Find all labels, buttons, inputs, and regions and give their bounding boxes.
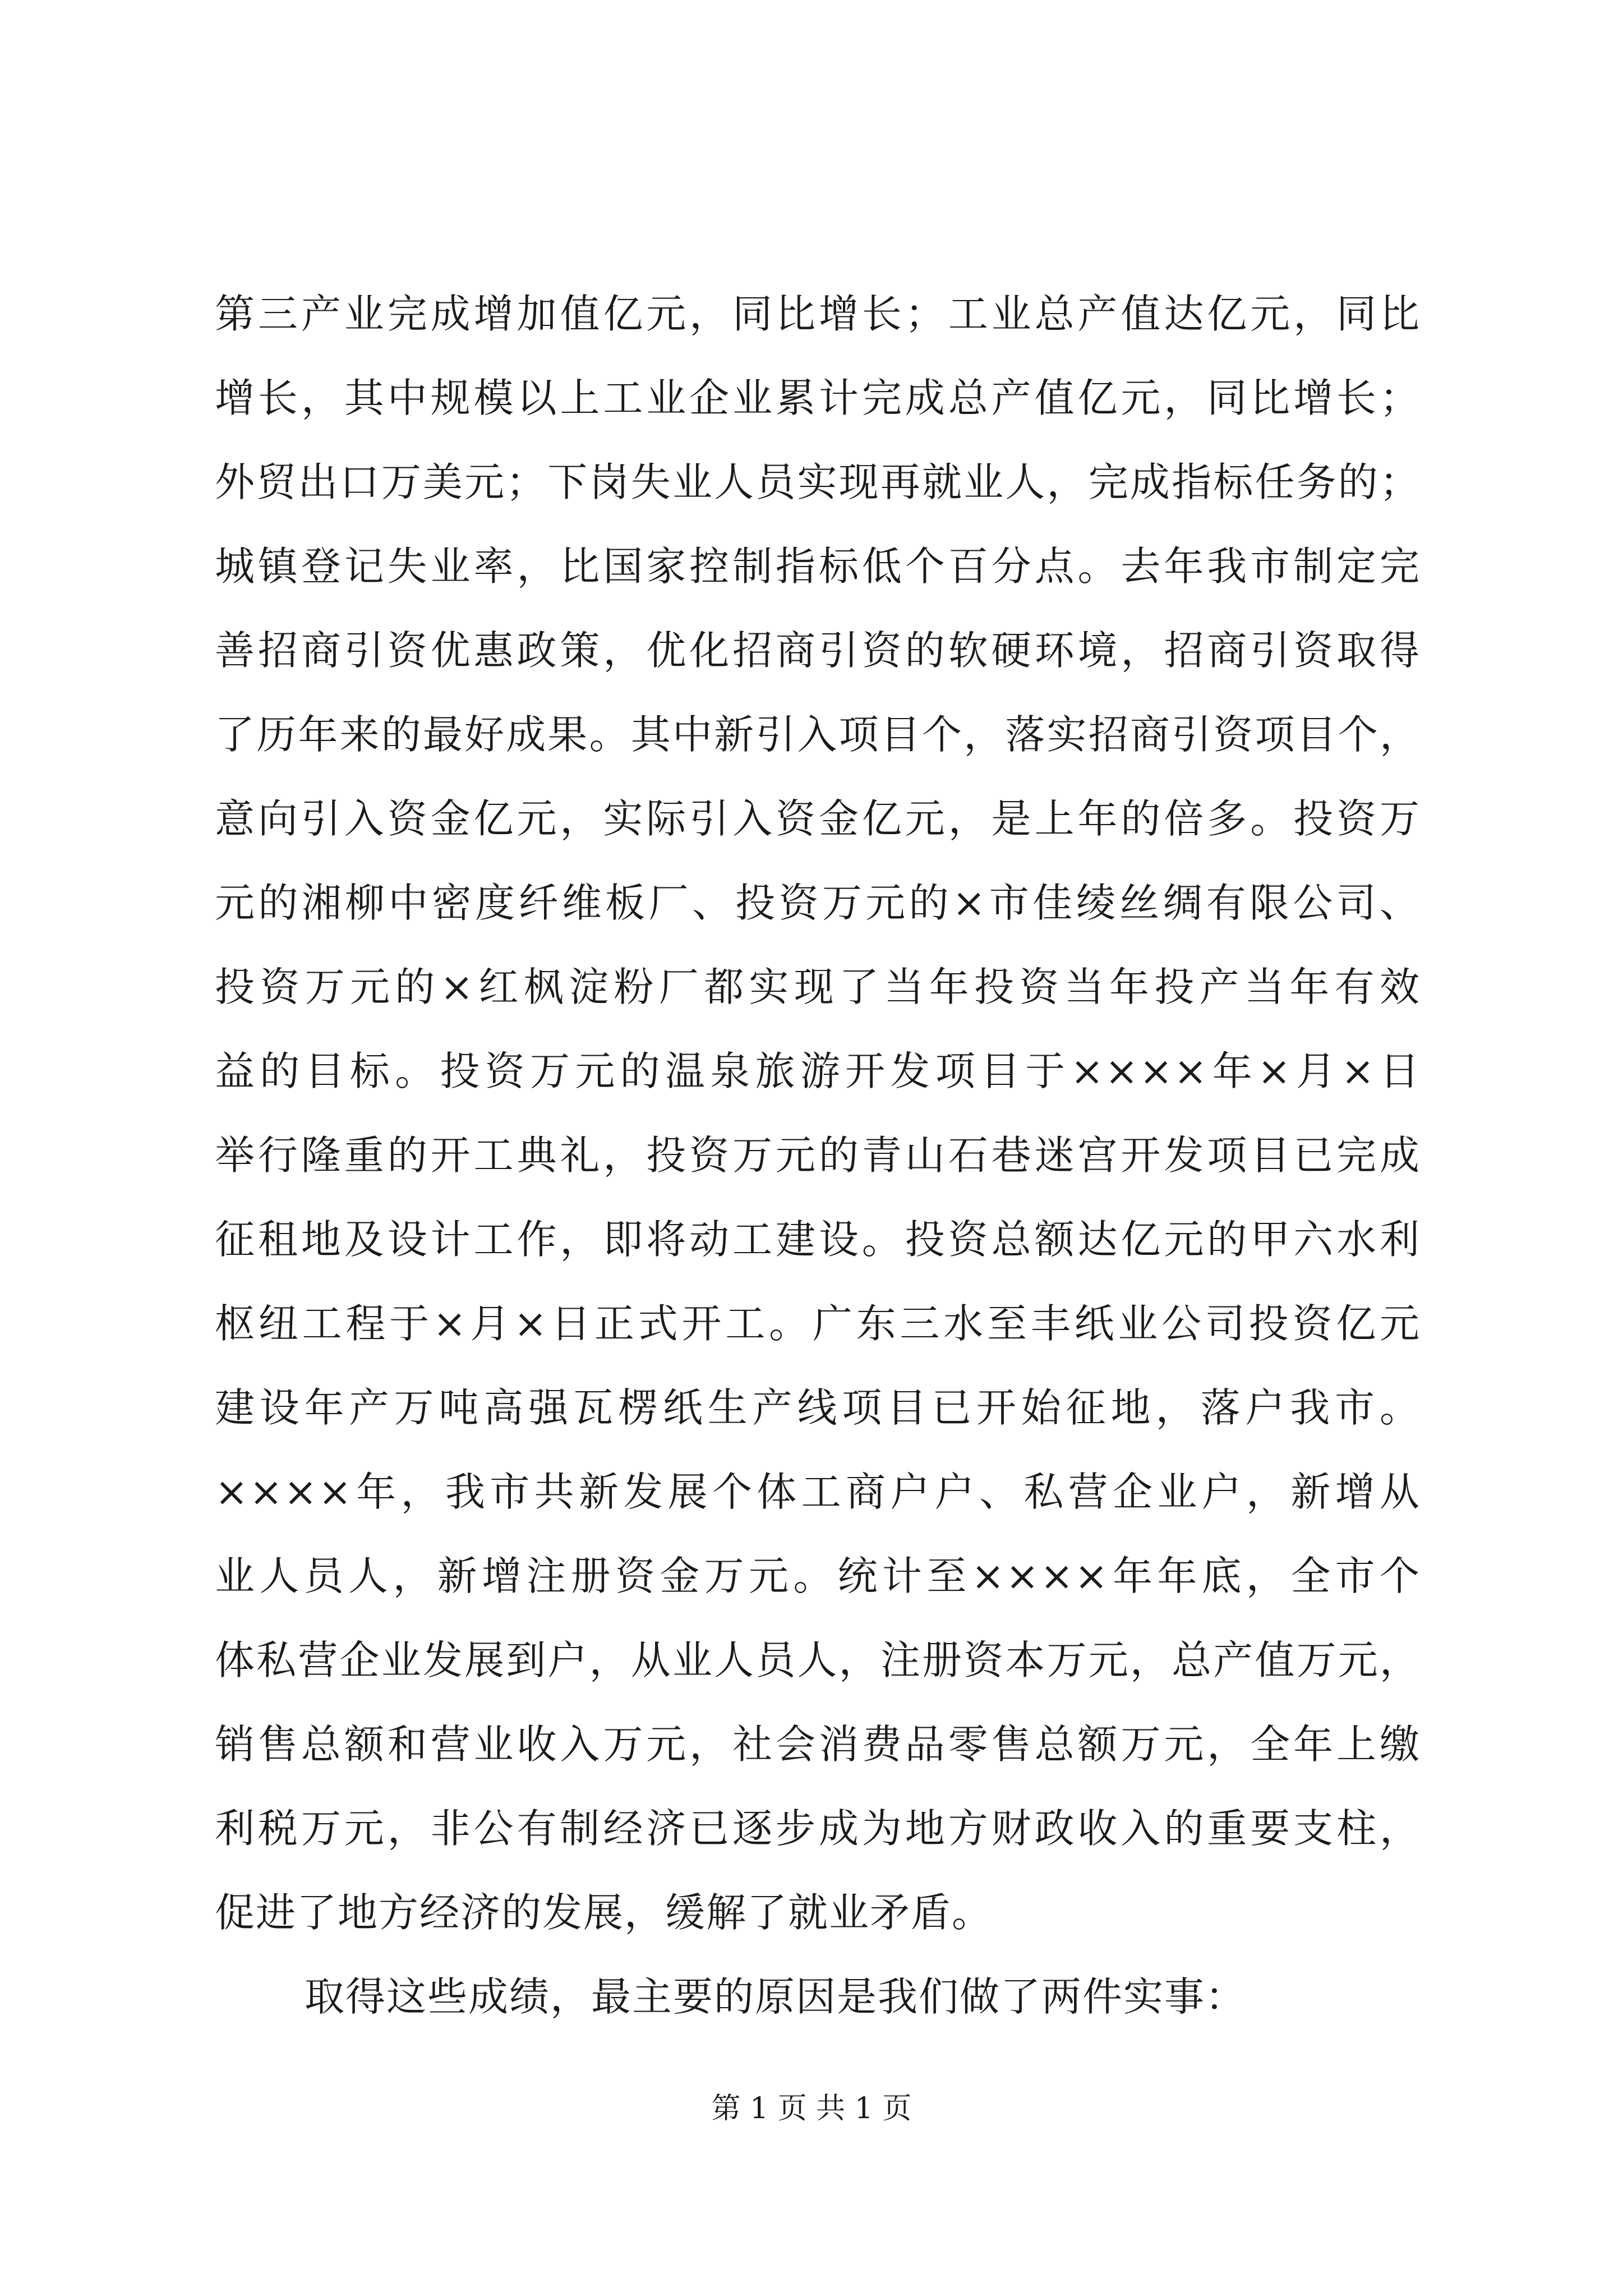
text-line: 建设年产万吨高强瓦楞纸生产线项目已开始征地，落户我市。 <box>215 1384 1421 1431</box>
text-line: 城镇登记失业率，比国家控制指标低个百分点。去年我市制定完 <box>215 543 1421 590</box>
text-line: 第三产业完成增加值亿元，同比增长；工业总产值达亿元，同比 <box>215 291 1421 337</box>
paragraph-2: 取得这些成绩，最主要的原因是我们做了两件实事： <box>305 1973 1247 2020</box>
text-line: 征租地及设计工作，即将动工建设。投资总额达亿元的甲六水利 <box>215 1216 1421 1263</box>
text-line: 体私营企业发展到户，从业人员人，注册资本万元，总产值万元， <box>215 1637 1421 1683</box>
text-line: 善招商引资优惠政策，优化招商引资的软硬环境，招商引资取得 <box>215 627 1421 674</box>
text-line: 元的湘柳中密度纤维板厂、投资万元的×市佳绫丝绸有限公司、 <box>215 880 1421 926</box>
text-line: 促进了地方经济的发展，缓解了就业矛盾。 <box>215 1889 993 1936</box>
text-line: 业人员人，新增注册资金万元。统计至××××年年底，全市个 <box>215 1553 1421 1599</box>
text-line: 利税万元，非公有制经济已逐步成为地方财政收入的重要支柱， <box>215 1805 1421 1852</box>
text-line: 了历年来的最好成果。其中新引入项目个，落实招商引资项目个， <box>215 711 1421 758</box>
text-line: 投资万元的×红枫淀粉厂都实现了当年投资当年投产当年有效 <box>215 964 1421 1010</box>
text-line: 外贸出口万美元；下岗失业人员实现再就业人，完成指标任务的； <box>215 459 1421 505</box>
text-line: 增长，其中规模以上工业企业累计完成总产值亿元，同比增长； <box>215 375 1421 421</box>
page-footer: 第 1 页 共 1 页 <box>711 2092 912 2125</box>
text-line: 举行隆重的开工典礼，投资万元的青山石巷迷宫开发项目已完成 <box>215 1132 1421 1179</box>
document-body <box>215 272 1421 2039</box>
text-line: 意向引入资金亿元，实际引入资金亿元，是上年的倍多。投资万 <box>215 795 1421 842</box>
text-line: 销售总额和营业收入万元，社会消费品零售总额万元，全年上缴 <box>215 1721 1421 1768</box>
text-line: 枢纽工程于×月×日正式开工。广东三水至丰纸业公司投资亿元 <box>215 1300 1421 1347</box>
text-line: ××××年，我市共新发展个体工商户户、私营企业户，新增从 <box>215 1469 1421 1515</box>
text-line: 益的目标。投资万元的温泉旅游开发项目于××××年×月×日 <box>215 1048 1421 1094</box>
